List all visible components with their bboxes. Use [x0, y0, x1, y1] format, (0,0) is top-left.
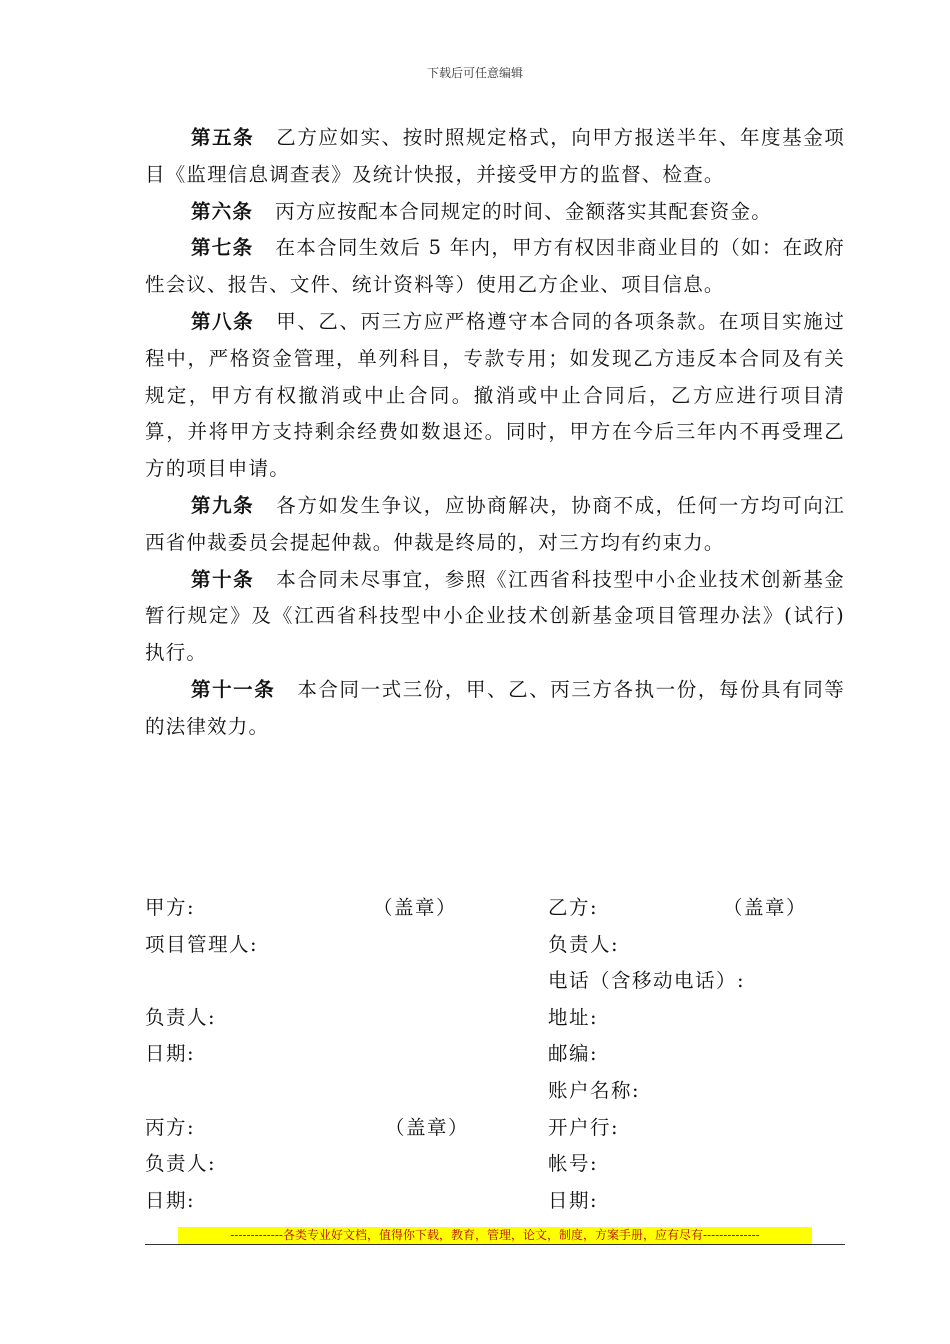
article-8	[145, 304, 845, 488]
article-text: 在本合同生效后 5 年内，甲方有权因非商业目的（如：在政府性会议、报告、文件、统计资料等）使用乙方企业、项目信息。	[145, 236, 845, 297]
party-b-postcode-label: 邮编:	[548, 1042, 599, 1066]
party-c-seal: （盖章）	[385, 1115, 470, 1139]
party-b-address-label: 地址:	[548, 1005, 599, 1029]
project-manager-label: 项目管理人:	[145, 932, 259, 956]
article-text: 本合同未尽事宜，参照《江西省科技型中小企业技术创新基金暂行规定》及《江西省科技型中小企业技术创新基金项目管理办法》(试行)执行。	[145, 567, 845, 665]
party-a-seal: （盖章）	[373, 896, 458, 919]
party-b-account-number-label: 帐号:	[548, 1152, 599, 1176]
party-c-responsible-label: 负责人:	[145, 1152, 217, 1176]
page-header: 下载后可任意编辑	[426, 66, 523, 80]
party-a-responsible-label: 负责人:	[145, 1005, 217, 1029]
signature-block	[145, 890, 845, 1219]
footer-banner: -------------各类专业好文档，值得你下载，教育，管理，论文，制度，方案手册，应有尽有--------------	[178, 1227, 812, 1244]
party-b-account-name-label: 账户名称:	[548, 1078, 641, 1102]
article-title: 第五条	[191, 126, 255, 149]
party-a-label: 甲方:	[145, 896, 196, 919]
article-title: 第六条	[191, 199, 254, 223]
party-b-bank-label: 开户行:	[548, 1115, 620, 1139]
article-6	[145, 194, 845, 231]
article-11	[145, 672, 845, 746]
party-b-phone-label: 电话（含移动电话）:	[548, 969, 746, 993]
article-title: 第十条	[191, 567, 255, 591]
article-title: 第十一条	[191, 677, 276, 701]
article-text: 乙方应如实、按时照规定格式，向甲方报送半年、年度基金项目《监理信息调查表》及统计快报，并接受甲方的监督、检查。	[145, 126, 845, 186]
article-7	[145, 230, 845, 304]
party-c-label: 丙方:	[145, 1115, 196, 1139]
article-text: 甲、乙、丙三方应严格遵守本合同的各项条款。在项目实施过程中，严格资金管理，单列科目，专款专用；如发现乙方违反本合同及有关规定，甲方有权撤消或中止合同。撤消或中止合同后，乙方应进行项目清算，并将甲方支持剩余经费如数退还。同时，甲方在今后三年内不再受理乙方的项目申请。	[145, 309, 845, 481]
party-b-seal: （盖章）	[723, 896, 808, 919]
party-c-date-label: 日期:	[145, 1188, 196, 1212]
article-text: 丙方应按配本合同规定的时间、金额落实其配套资金。	[275, 199, 772, 223]
article-5	[145, 120, 845, 194]
article-10	[145, 562, 845, 672]
article-9	[145, 488, 845, 562]
article-title: 第七条	[191, 236, 254, 260]
party-b-date-label: 日期:	[548, 1188, 599, 1212]
article-title: 第九条	[191, 493, 255, 517]
article-text: 各方如发生争议，应协商解决，协商不成，任何一方均可向江西省仲裁委员会提起仲裁。仲裁是终局的，对三方均有约束力。	[145, 493, 845, 554]
article-title: 第八条	[191, 309, 255, 333]
contract-articles	[145, 120, 845, 746]
party-b-responsible-label: 负责人:	[548, 932, 620, 956]
footer-divider	[145, 1244, 845, 1245]
party-b-label: 乙方:	[548, 896, 599, 919]
party-a-date-label: 日期:	[145, 1042, 196, 1066]
article-text: 本合同一式三份，甲、乙、丙三方各执一份，每份具有同等的法律效力。	[145, 677, 845, 738]
